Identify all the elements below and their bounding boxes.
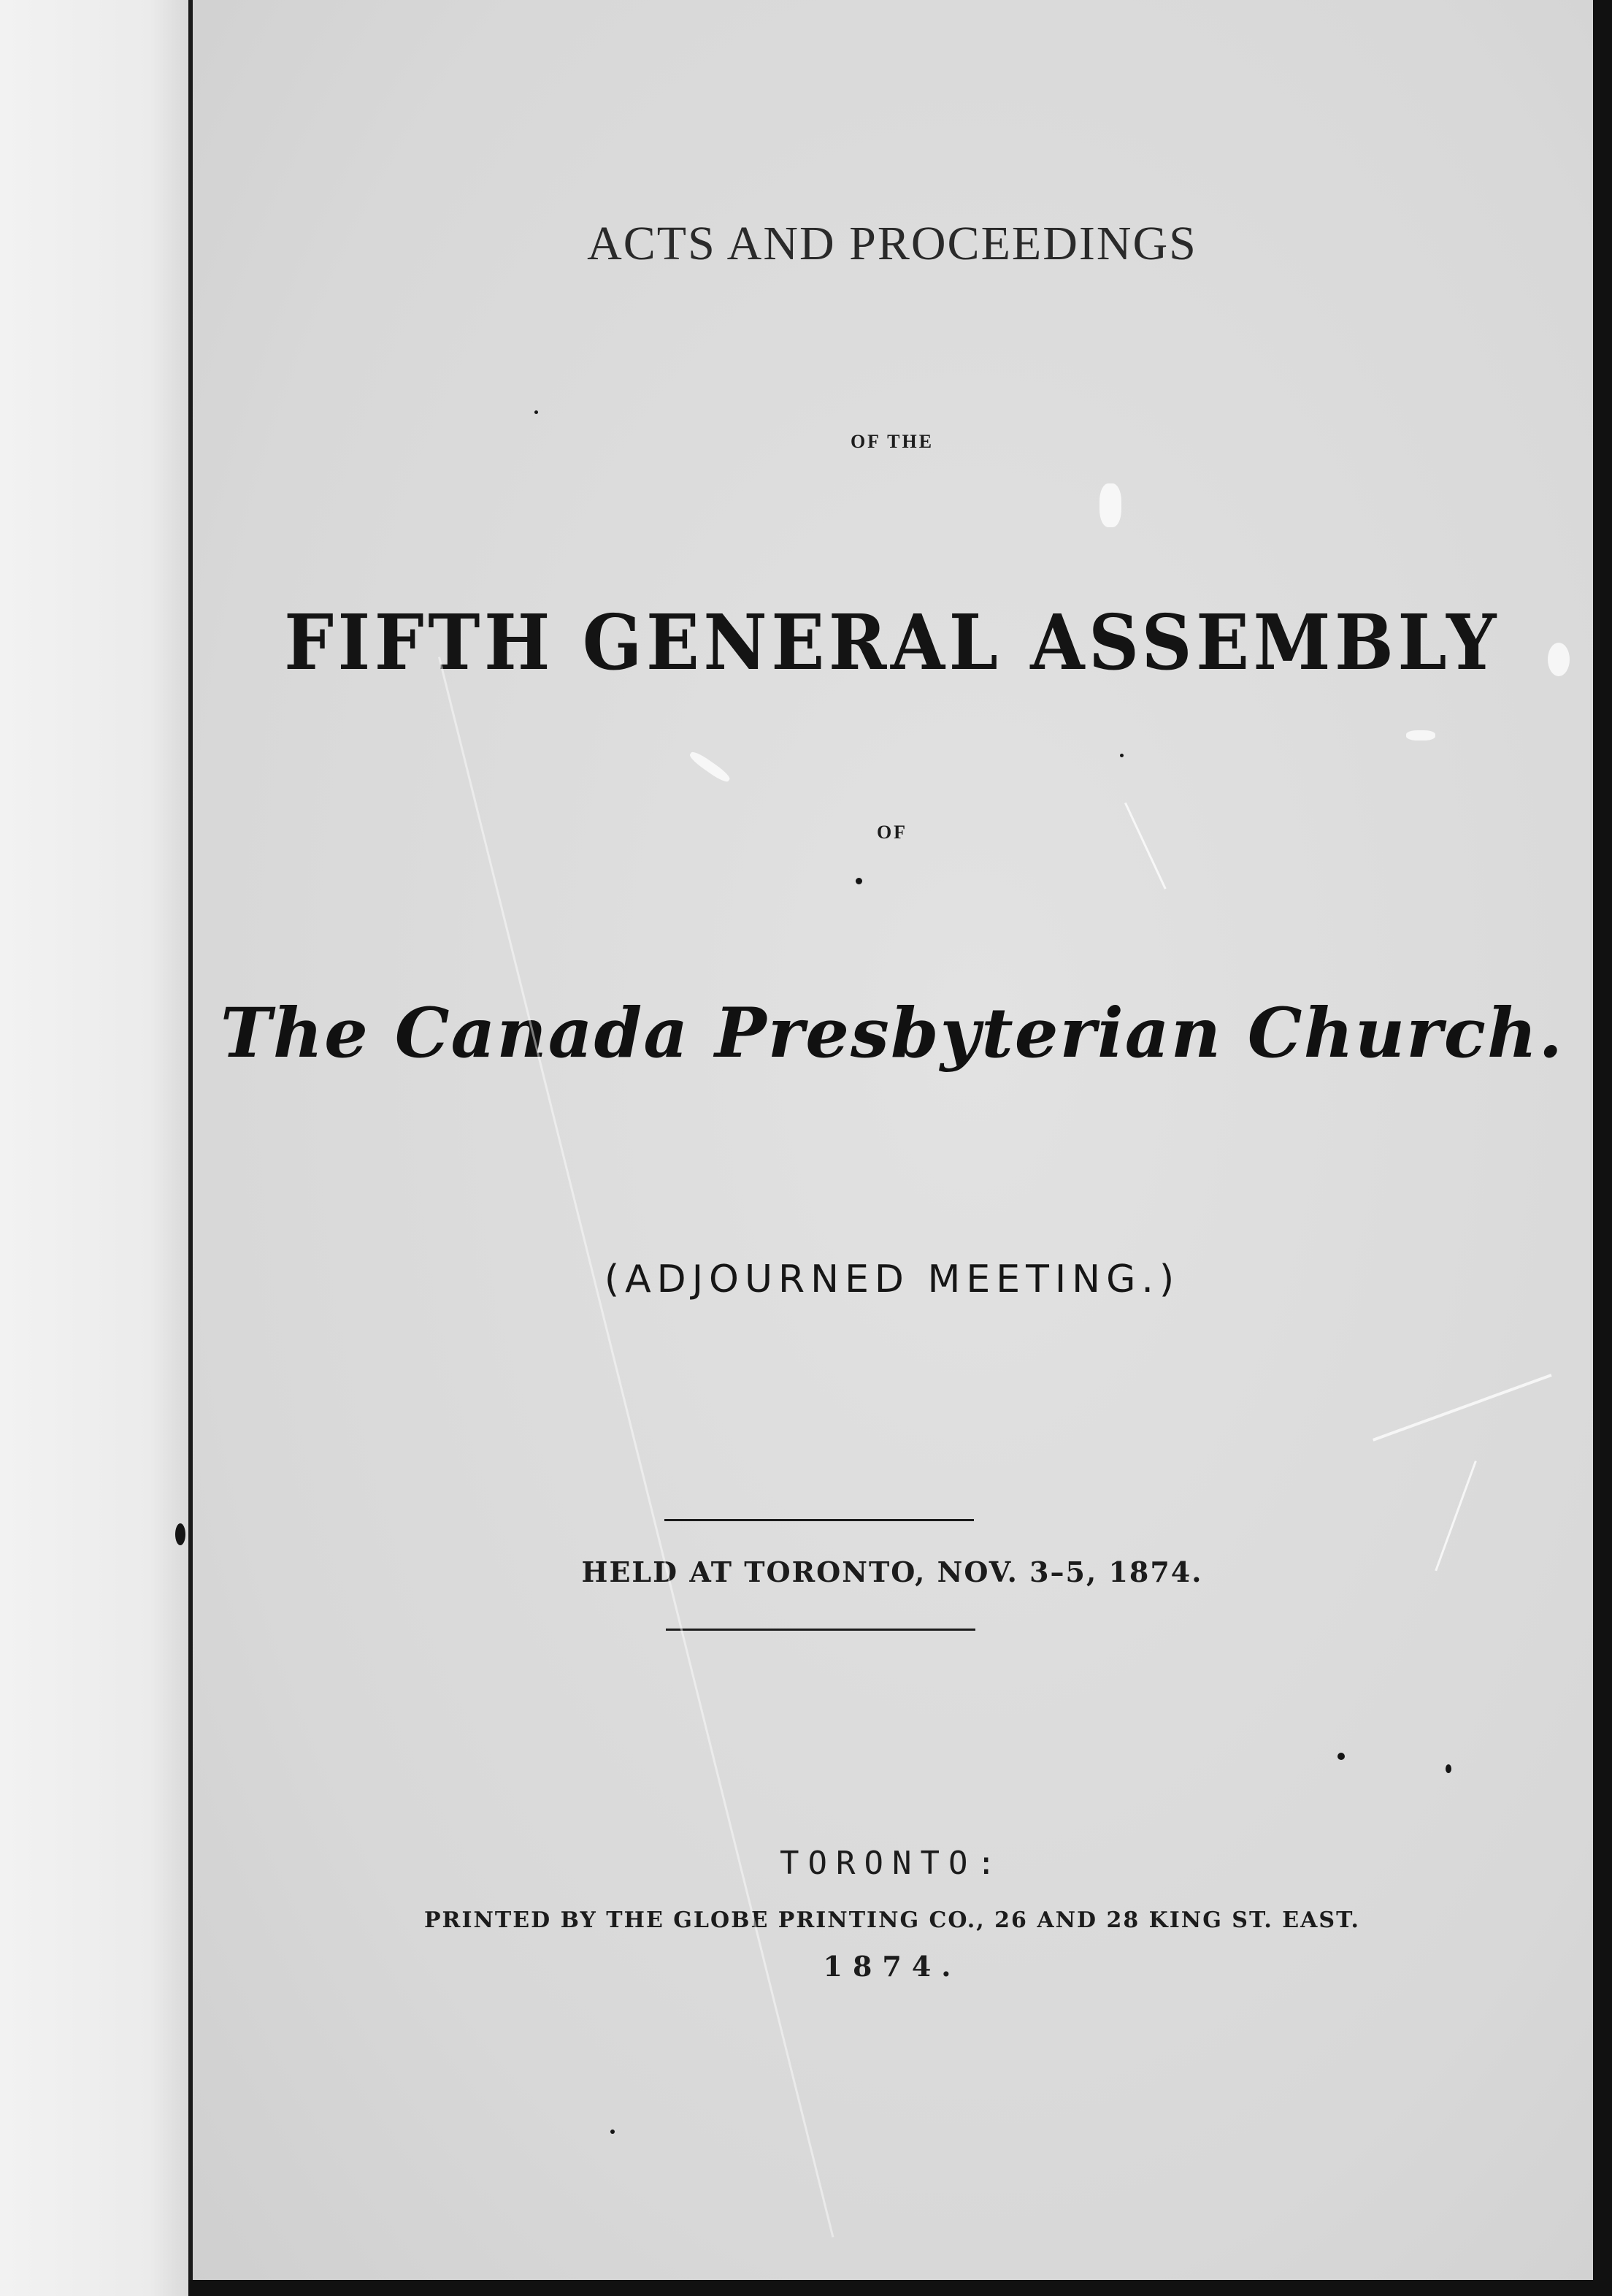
right-page-edge bbox=[1593, 0, 1612, 2296]
connector-of: OF bbox=[876, 822, 908, 843]
scan-scratch bbox=[1406, 730, 1435, 741]
scan-speck bbox=[1120, 754, 1124, 757]
subtitle-adjourned-meeting: (ADJOURNED MEETING.) bbox=[604, 1258, 1181, 1301]
bottom-page-edge bbox=[188, 2280, 1612, 2296]
scan-speck bbox=[534, 410, 538, 414]
divider-rule-top bbox=[664, 1519, 974, 1521]
scan-speck bbox=[1337, 1753, 1345, 1760]
scan-scratch bbox=[1548, 643, 1570, 676]
heading-fifth-general-assembly: FIFTH GENERAL ASSEMBLY bbox=[284, 597, 1500, 687]
meeting-place-date: HELD AT TORONTO, NOV. 3–5, 1874. bbox=[581, 1555, 1203, 1588]
imprint-year: 1874. bbox=[823, 1950, 962, 1983]
left-blank-margin bbox=[0, 0, 188, 2296]
scan-speck bbox=[610, 2129, 615, 2134]
scan-speck bbox=[175, 1523, 185, 1545]
imprint-city: TORONTO: bbox=[780, 1845, 1005, 1882]
scan-speck bbox=[1446, 1764, 1451, 1773]
scan-speck bbox=[856, 878, 862, 884]
heading-church-name: The Canada Presbyterian Church. bbox=[220, 993, 1565, 1074]
heading-acts-and-proceedings: ACTS AND PROCEEDINGS bbox=[587, 217, 1197, 270]
divider-rule-bottom bbox=[666, 1629, 975, 1631]
imprint-printer: PRINTED BY THE GLOBE PRINTING CO., 26 AND 28 KING ST. EAST. bbox=[423, 1907, 1360, 1933]
connector-of-the: OF THE bbox=[850, 431, 934, 452]
scan-scratch bbox=[1099, 483, 1121, 527]
